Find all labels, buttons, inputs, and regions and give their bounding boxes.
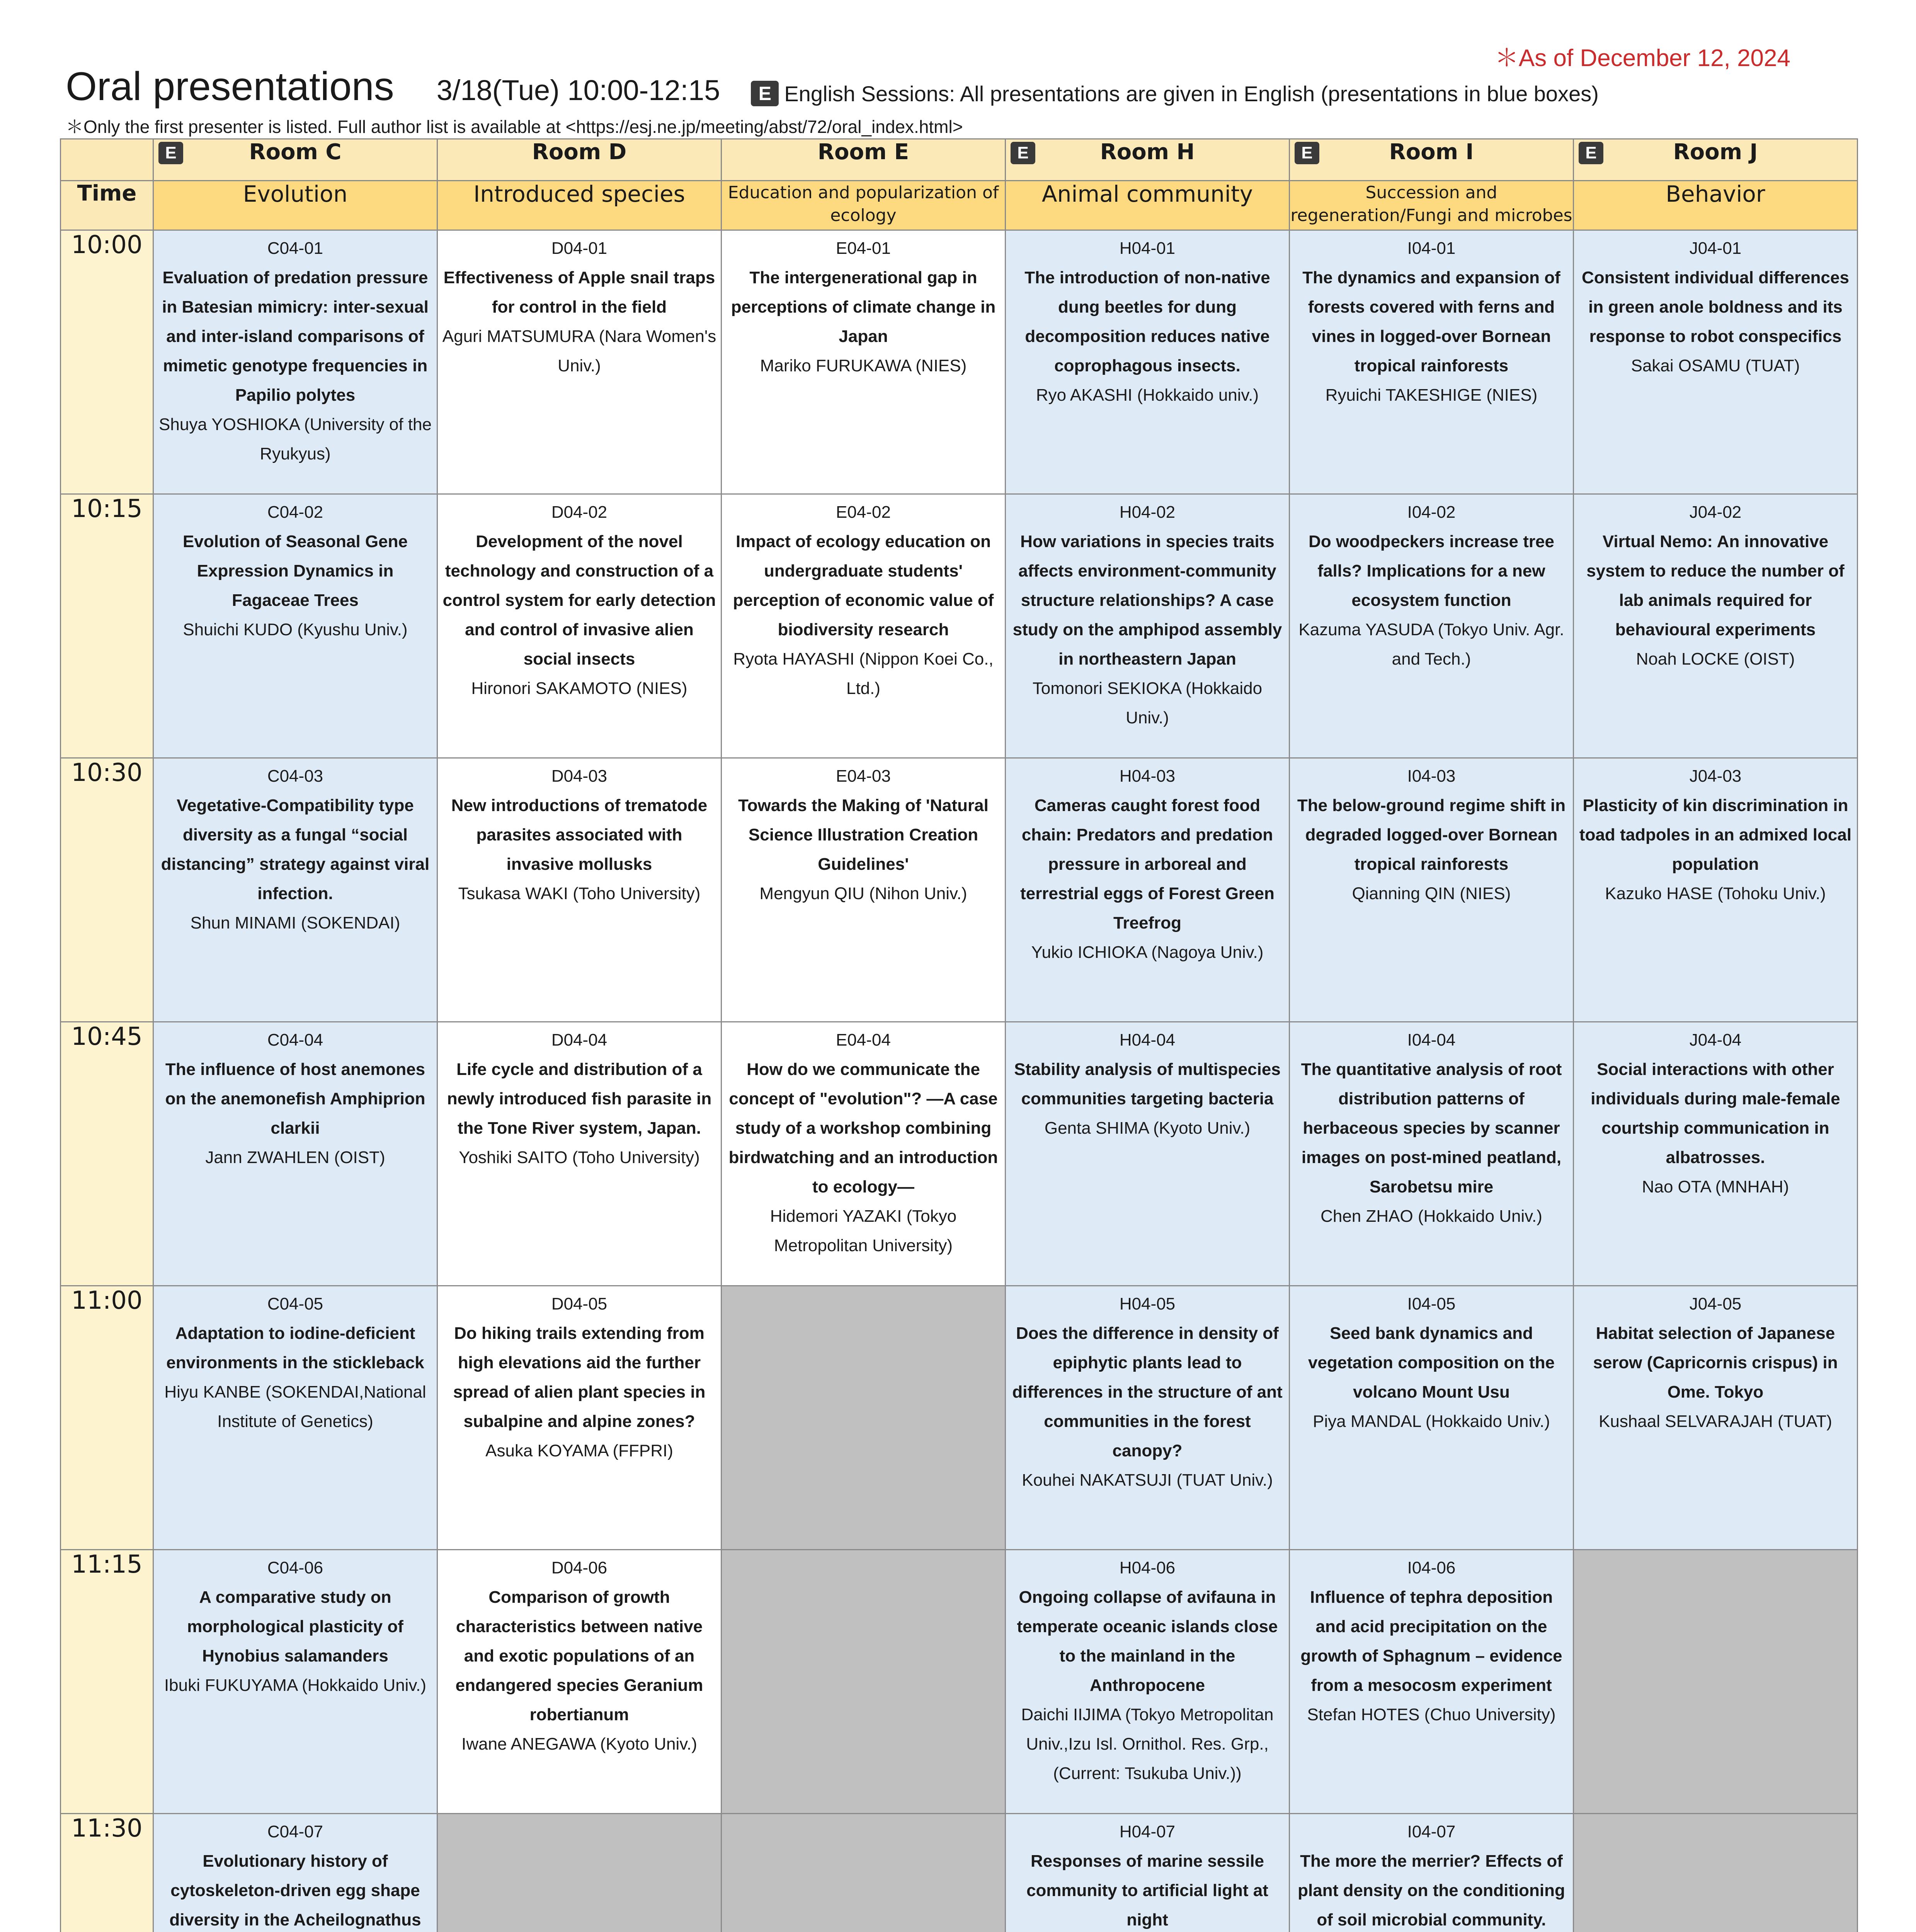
room-name: Room I bbox=[1389, 139, 1474, 165]
presentation-block bbox=[438, 759, 721, 908]
presentation-title: The introduction of non-native dung beetles for dung decomposition reduces native coprophagous insects. bbox=[1024, 268, 1270, 375]
presentation-code: D04-04 bbox=[551, 1031, 607, 1049]
time-slot-row bbox=[61, 494, 1858, 758]
presentation-block bbox=[1574, 1022, 1857, 1202]
presentation-cell bbox=[1290, 1550, 1574, 1814]
presentation-block bbox=[438, 1550, 721, 1759]
presenter-name: Nao OTA (MNHAH) bbox=[1642, 1177, 1789, 1196]
empty-slot bbox=[721, 1814, 1006, 1932]
presenter-name: Genta SHIMA (Kyoto Univ.) bbox=[1044, 1119, 1251, 1138]
presentation-title: A comparative study on morphological plasticity of Hynobius salamanders bbox=[187, 1588, 403, 1665]
presentation-code: I04-04 bbox=[1407, 1031, 1456, 1049]
presentation-cell bbox=[1006, 1022, 1290, 1286]
presentation-code: J04-04 bbox=[1689, 1031, 1742, 1049]
presentation-block bbox=[1290, 1022, 1573, 1231]
presentation-code: J04-01 bbox=[1689, 239, 1742, 258]
presenter-name: Mariko FURUKAWA (NIES) bbox=[760, 356, 967, 375]
room-header-h bbox=[1006, 139, 1290, 181]
empty-slot bbox=[1574, 1814, 1858, 1932]
presenter-name: Shuichi KUDO (Kyushu Univ.) bbox=[183, 620, 408, 639]
presentation-code: H04-02 bbox=[1119, 503, 1176, 522]
presentation-cell bbox=[437, 494, 721, 758]
schedule-body bbox=[61, 230, 1858, 1932]
time-label: 10:30 bbox=[61, 758, 153, 1022]
time-label: 11:00 bbox=[61, 1286, 153, 1550]
presentation-cell bbox=[1290, 1022, 1574, 1286]
room-header-e bbox=[721, 139, 1006, 181]
presentation-title: Ongoing collapse of avifauna in temperate oceanic islands close to the mainland in the Anthropocene bbox=[1017, 1588, 1278, 1695]
presentation-block bbox=[1006, 1286, 1289, 1495]
presentation-cell bbox=[153, 230, 437, 494]
presentation-block bbox=[1290, 495, 1573, 674]
presentation-code: E04-04 bbox=[836, 1031, 891, 1049]
presentation-block bbox=[1290, 1550, 1573, 1730]
presentation-block bbox=[438, 231, 721, 381]
theme-j: Behavior bbox=[1574, 181, 1858, 230]
presentation-cell bbox=[437, 758, 721, 1022]
presentation-block bbox=[1574, 231, 1857, 381]
presentation-title: Do woodpeckers increase tree falls? Implications for a new ecosystem function bbox=[1309, 532, 1554, 610]
presentation-cell bbox=[153, 1814, 437, 1932]
presenter-name: Stefan HOTES (Chuo University) bbox=[1307, 1705, 1556, 1724]
time-slot-row bbox=[61, 1022, 1858, 1286]
presenter-name: Ryota HAYASHI (Nippon Koei Co., Ltd.) bbox=[733, 650, 994, 698]
theme-h: Animal community bbox=[1006, 181, 1290, 230]
presenter-name: Qianning QIN (NIES) bbox=[1352, 884, 1511, 903]
presentation-block bbox=[154, 1022, 437, 1172]
english-badge-icon: E bbox=[751, 81, 779, 106]
presentation-code: I04-02 bbox=[1407, 503, 1456, 522]
presenter-name: Tomonori SEKIOKA (Hokkaido Univ.) bbox=[1032, 679, 1263, 727]
presentation-cell bbox=[1574, 1286, 1858, 1550]
presenter-name: Jann ZWAHLEN (OIST) bbox=[205, 1148, 385, 1167]
presentation-title: The intergenerational gap in perceptions of climate change in Japan bbox=[731, 268, 996, 346]
presentation-cell bbox=[1290, 230, 1574, 494]
time-slot-row bbox=[61, 1286, 1858, 1550]
presenter-name: Chen ZHAO (Hokkaido Univ.) bbox=[1320, 1207, 1542, 1226]
presentation-title: Development of the novel technology and construction of a control system for early detection and control of invasive alien social insects bbox=[442, 532, 716, 668]
presentation-title: How do we communicate the concept of "evolution"? ―A case study of a workshop combining birdwatching and an introduction to ecology― bbox=[728, 1060, 998, 1196]
room-header-i bbox=[1290, 139, 1574, 181]
presenter-name: Mengyun QIU (Nihon Univ.) bbox=[759, 884, 967, 903]
presentation-cell bbox=[721, 1022, 1006, 1286]
presentation-title: New introductions of trematode parasites associated with invasive mollusks bbox=[451, 796, 708, 874]
presentation-title: Plasticity of kin discrimination in toad tadpoles in an admixed local population bbox=[1579, 796, 1852, 874]
presentation-title: The more the merrier? Effects of plant density on the conditioning of soil microbial community. bbox=[1298, 1852, 1565, 1929]
presentation-block bbox=[1290, 1286, 1573, 1436]
theme-header-row bbox=[61, 181, 1858, 230]
presentation-code: E04-02 bbox=[836, 503, 891, 522]
presentation-code: H04-06 bbox=[1119, 1558, 1176, 1577]
presenter-name: Aguri MATSUMURA (Nara Women's Univ.) bbox=[442, 327, 716, 375]
room-name: Room C bbox=[249, 139, 342, 165]
theme-d: Introduced species bbox=[437, 181, 721, 230]
presentation-code: C04-01 bbox=[267, 239, 323, 258]
time-label: 11:30 bbox=[61, 1814, 153, 1932]
presentation-cell bbox=[1006, 1286, 1290, 1550]
presentation-title: Cameras caught forest food chain: Predators and predation pressure in arboreal and terrestrial eggs of Forest Green Treefrog bbox=[1020, 796, 1274, 932]
presentation-cell bbox=[1006, 758, 1290, 1022]
presentation-title: Evaluation of predation pressure in Batesian mimicry: inter-sexual and inter-island comparisons of mimetic genotype frequencies in Papilio polytes bbox=[162, 268, 429, 405]
presentation-cell bbox=[1006, 230, 1290, 494]
session-time: 3/18(Tue) 10:00-12:15 bbox=[436, 74, 720, 106]
first-presenter-note: ＊Only the first presenter is listed. Full author list is available at <https://esj.ne.jp/meeting/abst/72/oral_index.html> bbox=[66, 117, 963, 137]
presentation-cell bbox=[1006, 1814, 1290, 1932]
presentation-code: E04-03 bbox=[836, 767, 891, 786]
presentation-cell bbox=[153, 1286, 437, 1550]
presentation-block bbox=[438, 495, 721, 703]
schedule-table bbox=[60, 138, 1858, 1932]
presentation-title: Virtual Nemo: An innovative system to reduce the number of lab animals required for behavioural experiments bbox=[1586, 532, 1845, 639]
english-session-note bbox=[751, 81, 1598, 106]
presenter-name: Hidemori YAZAKI (Tokyo Metropolitan University) bbox=[770, 1207, 957, 1255]
presentation-code: H04-07 bbox=[1119, 1822, 1176, 1841]
presentation-cell bbox=[153, 1550, 437, 1814]
presentation-title: Evolutionary history of cytoskeleton-driven egg shape diversity in the Acheilognathus bbox=[169, 1852, 421, 1929]
presentation-block bbox=[154, 1814, 437, 1932]
presenter-name: Yukio ICHIOKA (Nagoya Univ.) bbox=[1031, 943, 1264, 962]
presentation-cell bbox=[1574, 230, 1858, 494]
presentation-title: Consistent individual differences in green anole boldness and its response to robot conspecifics bbox=[1582, 268, 1849, 346]
presentation-title: Seed bank dynamics and vegetation composition on the volcano Mount Usu bbox=[1308, 1324, 1555, 1401]
presentation-block bbox=[1006, 1814, 1289, 1932]
presenter-name: Hiyu KANBE (SOKENDAI,National Institute of Genetics) bbox=[164, 1383, 426, 1431]
presentation-cell bbox=[721, 758, 1006, 1022]
presentation-block bbox=[438, 1286, 721, 1466]
presentation-block bbox=[1006, 759, 1289, 967]
presentation-code: I04-05 bbox=[1407, 1294, 1456, 1313]
as-of-date: ＊As of December 12, 2024 bbox=[1494, 45, 1790, 71]
presentation-code: D04-06 bbox=[551, 1558, 607, 1577]
presentation-code: I04-03 bbox=[1407, 767, 1456, 786]
presentation-title: Effectiveness of Apple snail traps for control in the field bbox=[443, 268, 715, 316]
english-badge-icon: E bbox=[158, 142, 183, 164]
presentation-code: J04-03 bbox=[1689, 767, 1742, 786]
room-header-j bbox=[1574, 139, 1858, 181]
presentation-cell bbox=[1290, 494, 1574, 758]
presentation-code: C04-04 bbox=[267, 1031, 323, 1049]
presentation-block bbox=[1006, 1022, 1289, 1143]
time-label: 10:45 bbox=[61, 1022, 153, 1286]
corner-cell bbox=[61, 139, 153, 181]
presenter-name: Ibuki FUKUYAMA (Hokkaido Univ.) bbox=[164, 1676, 427, 1695]
presentation-title: How variations in species traits affects environment-community structure relationships? A case study on the amphipod assembly in northeastern Japan bbox=[1012, 532, 1282, 668]
presentation-title: Do hiking trails extending from high elevations aid the further spread of alien plant species in subalpine and alpine zones? bbox=[453, 1324, 706, 1431]
presentation-title: Habitat selection of Japanese serow (Capricornis crispus) in Ome. Tokyo bbox=[1593, 1324, 1838, 1401]
presenter-name: Daichi IIJIMA (Tokyo Metropolitan Univ.,Izu Isl. Ornithol. Res. Grp.,(Current: Tsukuba Univ.)) bbox=[1021, 1705, 1274, 1783]
presentation-cell bbox=[721, 230, 1006, 494]
presentation-code: C04-02 bbox=[267, 503, 323, 522]
presenter-name: Kushaal SELVARAJAH (TUAT) bbox=[1599, 1412, 1832, 1431]
presentation-code: E04-01 bbox=[836, 239, 891, 258]
presentation-title: Impact of ecology education on undergraduate students' perception of economic value of biodiversity research bbox=[733, 532, 994, 639]
presentation-title: Vegetative-Compatibility type diversity as a fungal “social distancing” strategy against viral infection. bbox=[161, 796, 430, 903]
room-name: Room H bbox=[1100, 139, 1195, 165]
presentation-block bbox=[722, 759, 1005, 908]
presentation-title: Adaptation to iodine-deficient environments in the stickleback bbox=[166, 1324, 424, 1372]
room-name: Room D bbox=[532, 139, 627, 165]
empty-slot bbox=[721, 1286, 1006, 1550]
presentation-code: H04-05 bbox=[1119, 1294, 1176, 1313]
presentation-title: Evolution of Seasonal Gene Expression Dynamics in Fagaceae Trees bbox=[183, 532, 408, 610]
time-slot-row bbox=[61, 1814, 1858, 1932]
presentation-code: H04-01 bbox=[1119, 239, 1176, 258]
english-badge-icon: E bbox=[1579, 142, 1603, 164]
presentation-code: I04-01 bbox=[1407, 239, 1456, 258]
presentation-code: J04-05 bbox=[1689, 1294, 1742, 1313]
presentation-block bbox=[722, 231, 1005, 381]
presenter-name: Ryuichi TAKESHIGE (NIES) bbox=[1325, 386, 1538, 405]
presentation-code: C04-03 bbox=[267, 767, 323, 786]
theme-e: Education and popularization of ecology bbox=[721, 181, 1006, 230]
english-badge-icon: E bbox=[1011, 142, 1035, 164]
presentation-title: Influence of tephra deposition and acid precipitation on the growth of Sphagnum – evidence from a mesocosm experiment bbox=[1300, 1588, 1562, 1695]
time-label: 10:15 bbox=[61, 494, 153, 758]
presentation-title: Social interactions with other individuals during male-female courtship communication in albatrosses. bbox=[1591, 1060, 1840, 1167]
presentation-code: C04-07 bbox=[267, 1822, 323, 1841]
presentation-title: The influence of host anemones on the anemonefish Amphiprion clarkii bbox=[165, 1060, 425, 1138]
presentation-cell bbox=[1290, 1286, 1574, 1550]
presenter-name: Sakai OSAMU (TUAT) bbox=[1631, 356, 1800, 375]
presentation-block bbox=[1290, 231, 1573, 410]
presentation-cell bbox=[437, 1286, 721, 1550]
time-slot-row bbox=[61, 1550, 1858, 1814]
presentation-block bbox=[722, 1022, 1005, 1260]
presenter-name: Iwane ANEGAWA (Kyoto Univ.) bbox=[461, 1735, 697, 1753]
presentation-code: J04-02 bbox=[1689, 503, 1742, 522]
presenter-name: Yoshiki SAITO (Toho University) bbox=[459, 1148, 700, 1167]
page-title: Oral presentations bbox=[66, 64, 394, 109]
presentation-title: Comparison of growth characteristics between native and exotic populations of an endangered species Geranium robertianum bbox=[455, 1588, 703, 1724]
presentation-block bbox=[154, 495, 437, 645]
presenter-name: Shun MINAMI (SOKENDAI) bbox=[190, 913, 400, 932]
presenter-name: Piya MANDAL (Hokkaido Univ.) bbox=[1313, 1412, 1550, 1431]
presentation-block bbox=[154, 759, 437, 938]
presentation-code: C04-05 bbox=[267, 1294, 323, 1313]
english-badge-icon: E bbox=[1295, 142, 1319, 164]
room-header-row bbox=[61, 139, 1858, 181]
presentation-code: I04-07 bbox=[1407, 1822, 1456, 1841]
presentation-cell bbox=[153, 494, 437, 758]
presentation-block bbox=[1574, 1286, 1857, 1436]
presentation-block bbox=[1006, 231, 1289, 410]
presentation-title: Does the difference in density of epiphytic plants lead to differences in the structure of ant communities in the forest canopy? bbox=[1012, 1324, 1283, 1460]
presentation-block bbox=[438, 1022, 721, 1172]
presentation-code: D04-02 bbox=[551, 503, 607, 522]
presentation-cell bbox=[153, 758, 437, 1022]
presentation-title: The below-ground regime shift in degraded logged-over Bornean tropical rainforests bbox=[1297, 796, 1566, 874]
presentation-cell bbox=[437, 1022, 721, 1286]
presentation-block bbox=[154, 231, 437, 469]
time-label: 11:15 bbox=[61, 1550, 153, 1814]
presentation-title: The dynamics and expansion of forests covered with ferns and vines in logged-over Bornean tropical rainforests bbox=[1302, 268, 1560, 375]
room-header-d bbox=[437, 139, 721, 181]
time-slot-row bbox=[61, 758, 1858, 1022]
presenter-name: Hironori SAKAMOTO (NIES) bbox=[471, 679, 687, 698]
presenter-name: Shuya YOSHIOKA (University of the Ryukyus) bbox=[159, 415, 432, 463]
presenter-name: Asuka KOYAMA (FFPRI) bbox=[485, 1441, 673, 1460]
presentation-cell bbox=[437, 230, 721, 494]
room-header-c bbox=[153, 139, 437, 181]
presentation-block bbox=[154, 1550, 437, 1700]
presentation-cell bbox=[1574, 1022, 1858, 1286]
presentation-block bbox=[1574, 759, 1857, 908]
presentation-code: D04-01 bbox=[551, 239, 607, 258]
presentation-cell bbox=[1006, 494, 1290, 758]
presentation-code: I04-06 bbox=[1407, 1558, 1456, 1577]
presentation-title: The quantitative analysis of root distribution patterns of herbaceous species by scanner images on post-mined peatland, Sarobetsu mire bbox=[1301, 1060, 1562, 1196]
presenter-name: Tsukasa WAKI (Toho University) bbox=[458, 884, 701, 903]
presentation-code: D04-03 bbox=[551, 767, 607, 786]
presentation-cell bbox=[153, 1022, 437, 1286]
presentation-block bbox=[154, 1286, 437, 1436]
presentation-code: C04-06 bbox=[267, 1558, 323, 1577]
presenter-name: Kouhei NAKATSUJI (TUAT Univ.) bbox=[1022, 1471, 1273, 1490]
presentation-title: Life cycle and distribution of a newly introduced fish parasite in the Tone River system, Japan. bbox=[447, 1060, 712, 1138]
presentation-cell bbox=[437, 1550, 721, 1814]
presentation-cell bbox=[721, 494, 1006, 758]
time-label: 10:00 bbox=[61, 230, 153, 494]
presentation-title: Towards the Making of 'Natural Science Illustration Creation Guidelines' bbox=[738, 796, 989, 874]
presentation-code: D04-05 bbox=[551, 1294, 607, 1313]
presenter-name: Kazuma YASUDA (Tokyo Univ. Agr. and Tech.) bbox=[1298, 620, 1564, 668]
theme-c: Evolution bbox=[153, 181, 437, 230]
empty-slot bbox=[1574, 1550, 1858, 1814]
theme-i: Succession and regeneration/Fungi and microbes bbox=[1290, 181, 1574, 230]
presentation-block bbox=[1006, 1550, 1289, 1788]
presenter-name: Ryo AKASHI (Hokkaido univ.) bbox=[1036, 386, 1259, 405]
presentation-cell bbox=[1006, 1550, 1290, 1814]
presentation-cell bbox=[1574, 758, 1858, 1022]
presenter-name: Noah LOCKE (OIST) bbox=[1636, 650, 1795, 668]
presentation-block bbox=[722, 495, 1005, 703]
room-name: Room J bbox=[1673, 139, 1758, 165]
presentation-block bbox=[1574, 495, 1857, 674]
english-note-text: English Sessions: All presentations are given in English (presentations in blue boxes) bbox=[784, 81, 1599, 106]
presentation-block bbox=[1290, 1814, 1573, 1932]
presentation-code: H04-04 bbox=[1119, 1031, 1176, 1049]
presentation-cell bbox=[1290, 758, 1574, 1022]
presentation-block bbox=[1006, 495, 1289, 733]
page-header bbox=[66, 64, 1850, 110]
presenter-name: Kazuko HASE (Tohoku Univ.) bbox=[1605, 884, 1826, 903]
room-name: Room E bbox=[817, 139, 909, 165]
presentation-code: H04-03 bbox=[1119, 767, 1176, 786]
presentation-title: Stability analysis of multispecies communities targeting bacteria bbox=[1014, 1060, 1281, 1108]
time-slot-row bbox=[61, 230, 1858, 494]
presentation-cell bbox=[1574, 494, 1858, 758]
empty-slot bbox=[437, 1814, 721, 1932]
presentation-cell bbox=[1290, 1814, 1574, 1932]
presentation-title: Responses of marine sessile community to artificial light at night bbox=[1026, 1852, 1268, 1929]
time-header: Time bbox=[61, 181, 153, 230]
empty-slot bbox=[721, 1550, 1006, 1814]
presentation-block bbox=[1290, 759, 1573, 908]
